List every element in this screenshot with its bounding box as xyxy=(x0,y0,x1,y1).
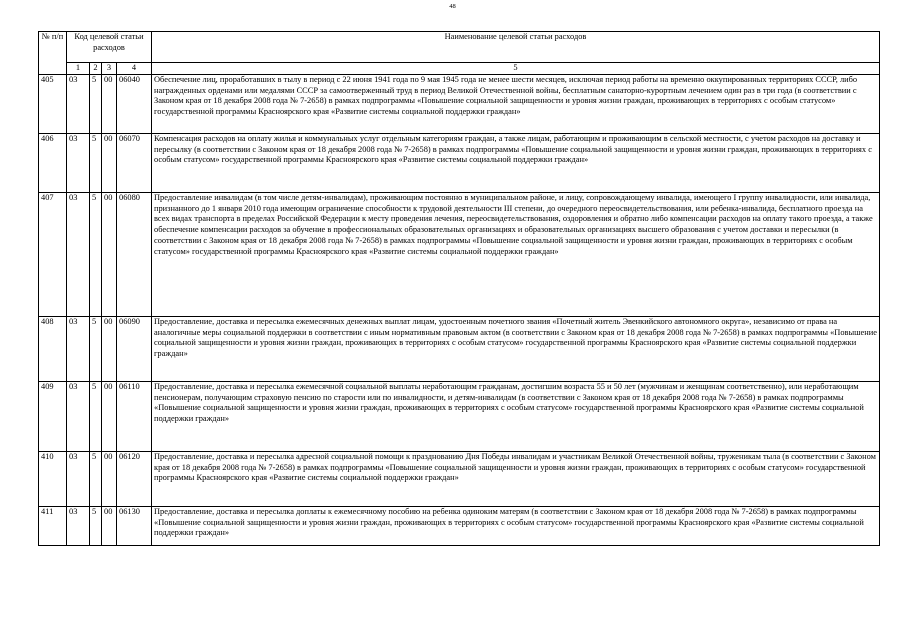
row-num: 407 xyxy=(39,192,67,316)
table-row xyxy=(39,133,880,192)
col-number: 3 xyxy=(102,63,117,75)
code-part: 03 xyxy=(67,316,90,381)
code-part: 00 xyxy=(102,192,117,316)
header-col-numbers-row xyxy=(39,63,880,75)
row-description: Компенсация расходов на оплату жилья и коммунальных услуг отдельным категориям граждан, а также лицам, работающим и проживающим в сельской местности, с учетом расходов на доставку и пересылку (в соответствии с Законом края от 18 декабря 2008 года № 7-2658) в рамках подпрограммы «Повышение социальной защищенности и уровня жизни граждан, проживающих в территориях с особым статусом» государственной программы Красноярского края «Развитие системы социальной поддержки граждан» xyxy=(152,133,880,192)
code-part: 00 xyxy=(102,74,117,133)
code-part: 03 xyxy=(67,74,90,133)
code-part: 06120 xyxy=(117,451,152,506)
row-description: Предоставление, доставка и пересылка адресной социальной помощи к празднованию Дня Победы инвалидам и участникам Великой Отечественной войны, труженикам тыла (в соответствии с Законом края от 18 декабря 2008 года № 7-2658) в рамках подпрограммы «Повышение социальной защищенности и уровня жизни граждан, проживающих в территориях с особым статусом» государственной программы Красноярского края «Развитие системы социальной поддержки граждан» xyxy=(152,451,880,506)
row-description: Предоставление, доставка и пересылка доплаты к ежемесячному пособию на ребенка одиноким матерям (в соответствии с Законом края от 18 декабря 2008 года № 7-2658) в рамках подпрограммы «Повышение социальной защищенности и уровня жизни граждан, проживающих в территориях с особым статусом» государственной программы Красноярского края «Развитие системы социальной поддержки граждан» xyxy=(152,506,880,545)
code-part: 5 xyxy=(90,133,102,192)
row-description: Предоставление инвалидам (в том числе детям-инвалидам), проживающим постоянно в муниципальном районе, и лицу, сопровождающему инвалида, имеющего I группу инвалидности, или инвалида, признанного до 1 января 2010 года имеющим ограничение способности к трудовой деятельности III степени, до очередного переосвидетельствования, или ребенка-инвалида, бесплатного проезда на всех видах транспорта в пределах Российской Федерации к месту проведения лечения, переосвидетельствования, оздоровления и обратно либо компенсации расходов на оплату такого проезда, а также обеспечение компенсации расходов за обучение в профессиональных образовательных организациях и образовательных организациях высшего образования с учетом доставки и пересылки (в соответствии с Законом края от 18 декабря 2008 года № 7-2658) в рамках подпрограммы «Повышение социальной защищенности и уровня жизни граждан, проживающих в территориях с особым статусом» государственной программы Красноярского края «Развитие системы социальной поддержки граждан» xyxy=(152,192,880,316)
row-num: 406 xyxy=(39,133,67,192)
row-description: Обеспечение лиц, проработавших в тылу в период с 22 июня 1941 года по 9 мая 1945 года не менее шести месяцев, исключая период работы на временно оккупированных территориях СССР, либо награжденных орденами или медалями СССР за самоотверженный труд в период Великой Отечественной войны, бесплатным санаторно-курортным лечением один раз в три года (в соответствии с Законом края от 18 декабря 2008 года № 7-2658) в рамках подпрограммы «Повышение социальной защищенности и уровня жизни граждан, проживающих в территориях с особым статусом» государственной программы Красноярского края «Развитие системы социальной поддержки граждан» xyxy=(152,74,880,133)
target-expenditure-table xyxy=(38,31,880,546)
code-part: 5 xyxy=(90,451,102,506)
code-part: 03 xyxy=(67,133,90,192)
table-row xyxy=(39,192,880,316)
code-part: 03 xyxy=(67,381,90,451)
table-row xyxy=(39,381,880,451)
header-num: № п/п xyxy=(39,32,67,75)
code-part: 03 xyxy=(67,506,90,545)
code-part: 06040 xyxy=(117,74,152,133)
code-part: 06090 xyxy=(117,316,152,381)
code-part: 00 xyxy=(102,381,117,451)
code-part: 00 xyxy=(102,451,117,506)
header-name: Наименование целевой статьи расходов xyxy=(152,32,880,63)
code-part: 5 xyxy=(90,506,102,545)
col-number: 2 xyxy=(90,63,102,75)
col-number: 4 xyxy=(117,63,152,75)
header-row xyxy=(39,32,880,63)
code-part: 03 xyxy=(67,451,90,506)
code-part: 06070 xyxy=(117,133,152,192)
code-part: 5 xyxy=(90,192,102,316)
code-part: 5 xyxy=(90,316,102,381)
code-part: 00 xyxy=(102,133,117,192)
code-part: 06080 xyxy=(117,192,152,316)
table-row xyxy=(39,451,880,506)
code-part: 00 xyxy=(102,316,117,381)
row-num: 405 xyxy=(39,74,67,133)
row-description: Предоставление, доставка и пересылка ежемесячных денежных выплат лицам, удостоенным почетного звания «Почетный житель Эвенкийского автономного округа», независимо от права на аналогичные меры социальной поддержки в соответствии с иным нормативным правовым актом (в соответствии с Законом края от 18 декабря 2008 года № 7-2658) в рамках подпрограммы «Повышение социальной защищенности и уровня жизни граждан, проживающих в территориях с особым статусом» государственной программы Красноярского края «Развитие системы социальной поддержки граждан» xyxy=(152,316,880,381)
code-part: 03 xyxy=(67,192,90,316)
row-num: 409 xyxy=(39,381,67,451)
code-part: 5 xyxy=(90,74,102,133)
page-number: 48 xyxy=(449,3,456,10)
row-num: 411 xyxy=(39,506,67,545)
row-description: Предоставление, доставка и пересылка ежемесячной социальной выплаты неработающим гражданам, достигшим возраста 55 и 50 лет (мужчинам и женщинам соответственно), или неработающим пенсионерам, получающим страховую пенсию по старости или по инвалидности, и детям-инвалидам (в соответствии с Законом края от 18 декабря 2008 года № 7-2658) в рамках подпрограммы «Повышение социальной защищенности и уровня жизни граждан, проживающих в территориях с особым статусом» государственной программы Красноярского края «Развитие системы социальной поддержки граждан» xyxy=(152,381,880,451)
header-code-group: Код целевой статьи расходов xyxy=(67,32,152,63)
table-row xyxy=(39,506,880,545)
code-part: 06110 xyxy=(117,381,152,451)
col-number: 5 xyxy=(152,63,880,75)
code-part: 5 xyxy=(90,381,102,451)
table-row xyxy=(39,74,880,133)
row-num: 410 xyxy=(39,451,67,506)
table-row xyxy=(39,316,880,381)
code-part: 06130 xyxy=(117,506,152,545)
col-number: 1 xyxy=(67,63,90,75)
row-num: 408 xyxy=(39,316,67,381)
code-part: 00 xyxy=(102,506,117,545)
